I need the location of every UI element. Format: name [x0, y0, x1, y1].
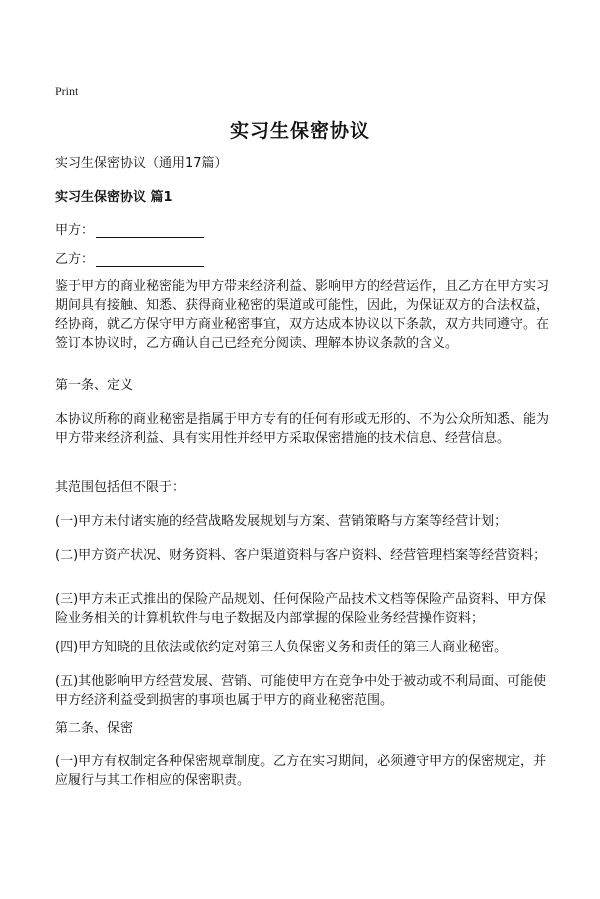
scope-item-5: (五)其他影响甲方经营发展、营销、可能使甲方在竞争中处于被动或不利局面、可能使甲方经济利益受到损害的事项也属于甲方的商业秘密范围。 — [55, 674, 547, 708]
definition-paragraph: 本协议所称的商业秘密是指属于甲方专有的任何有形或无形的、不为公众所知悉、能为甲方带来经济利益、具有实用性并经甲方采取保密措施的技术信息、经营信息。 — [55, 412, 550, 446]
scope-item-3: (三)甲方未正式推出的保险产品规划、任何保险产品技术文档等保险产品资料、甲方保险业务相关的计算机软件与电子数据及内部掌握的保险业务经营操作资料； — [55, 592, 547, 626]
party-b-row — [55, 248, 204, 267]
party-a-label: 甲方： — [55, 223, 95, 238]
document-subtitle: 实习生保密协议（通用17篇） — [55, 156, 228, 171]
scope-item-4: (四)甲方知晓的且依法或依约定对第三人负保密义务和责任的第三人商业秘密。 — [55, 640, 508, 655]
section-title: 实习生保密协议 篇1 — [55, 190, 173, 205]
party-a-row — [55, 219, 204, 238]
party-a-blank — [96, 223, 204, 238]
article-1-heading: 第一条、定义 — [55, 378, 134, 393]
preamble-paragraph: 鉴于甲方的商业秘密能为甲方带来经济利益、影响甲方的经营运作，且乙方在甲方实习期间具有接触、知悉、获得商业秘密的渠道或可能性，因此，为保证双方的合法权益，经协商，就乙方保守甲方商业秘密事宜，双方达成本协议以下条款，双方共同遵守。在签订本协议时，乙方确认自己已经充分阅读、理解本协议条款的含义。 — [55, 279, 550, 351]
party-b-label: 乙方： — [55, 252, 95, 267]
page-title: 实习生保密协议 — [229, 120, 370, 142]
article-2-heading: 第二条、保密 — [55, 721, 134, 736]
scope-item-2: (二)甲方资产状况、财务资料、客户渠道资料与客户资料、经营管理档案等经营资料； — [55, 548, 547, 563]
scope-intro: 其范围包括但不限于： — [55, 480, 186, 495]
print-link[interactable]: Print — [55, 84, 79, 98]
scope-item-1: (一)甲方未付诸实施的经营战略发展规划与方案、营销策略与方案等经营计划； — [55, 514, 508, 529]
party-b-blank — [96, 252, 204, 267]
confidentiality-item-1: (一)甲方有权制定各种保密规章制度。乙方在实习期间，必须遵守甲方的保密规定，并应履行与其工作相应的保密职责。 — [55, 754, 547, 788]
